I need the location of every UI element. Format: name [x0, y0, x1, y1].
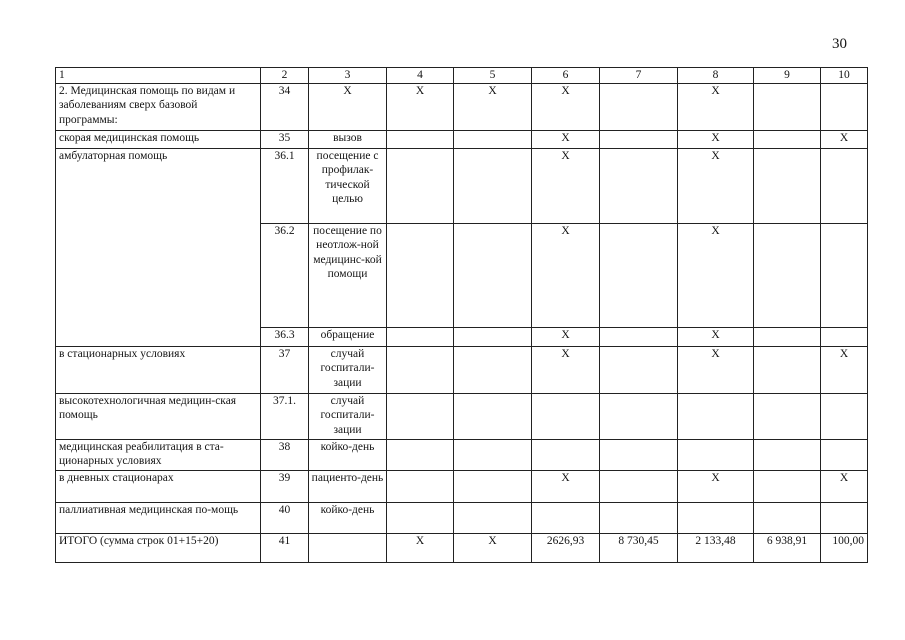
- row-name: 2. Медицинская помощь по видам и заболеваниям сверх базовой программы:: [56, 83, 261, 130]
- cell: [387, 502, 454, 533]
- cell: Х: [678, 130, 754, 148]
- row-name: в стационарных условиях: [56, 346, 261, 393]
- cell: [821, 439, 868, 470]
- row-code: 34: [261, 83, 309, 130]
- cell: [454, 130, 532, 148]
- cell: [754, 439, 821, 470]
- header-cell: 1: [56, 68, 261, 84]
- row-unit: койко-день: [309, 439, 387, 470]
- cell: [821, 83, 868, 130]
- cell: Х: [532, 223, 600, 327]
- cell: [754, 502, 821, 533]
- header-row: [56, 68, 868, 84]
- cell: Х: [454, 83, 532, 130]
- cell: [754, 327, 821, 346]
- header-cell: 10: [821, 68, 868, 84]
- cell: [387, 148, 454, 223]
- data-table: [55, 67, 868, 563]
- cell: [821, 327, 868, 346]
- cell: Х: [532, 148, 600, 223]
- row-name: высокотехнологичная медицин-ская помощь: [56, 393, 261, 439]
- cell: Х: [532, 470, 600, 502]
- row-unit: Х: [309, 83, 387, 130]
- table-row: [56, 533, 868, 562]
- header-cell: 4: [387, 68, 454, 84]
- cell: Х: [821, 346, 868, 393]
- table-row: [56, 83, 868, 130]
- cell: Х: [678, 148, 754, 223]
- cell: [754, 83, 821, 130]
- table-row: [56, 346, 868, 393]
- row-code: 36.1: [261, 148, 309, 223]
- cell: [454, 470, 532, 502]
- cell: [600, 223, 678, 327]
- cell: [600, 393, 678, 439]
- cell: [754, 393, 821, 439]
- cell: 6 938,91: [754, 533, 821, 562]
- cell: [454, 327, 532, 346]
- cell: [754, 470, 821, 502]
- cell: [600, 346, 678, 393]
- row-code: 35: [261, 130, 309, 148]
- row-unit: койко-день: [309, 502, 387, 533]
- row-unit: обращение: [309, 327, 387, 346]
- row-unit: случай госпитали-зации: [309, 346, 387, 393]
- cell: Х: [387, 83, 454, 130]
- cell: [754, 346, 821, 393]
- table-row: [56, 393, 868, 439]
- cell: [600, 502, 678, 533]
- cell: [387, 130, 454, 148]
- row-name: амбулаторная помощь: [56, 148, 261, 346]
- row-unit: [309, 533, 387, 562]
- row-code: 36.2: [261, 223, 309, 327]
- header-cell: 3: [309, 68, 387, 84]
- cell: 8 730,45: [600, 533, 678, 562]
- row-name: ИТОГО (сумма строк 01+15+20): [56, 533, 261, 562]
- cell: Х: [678, 470, 754, 502]
- cell: 2626,93: [532, 533, 600, 562]
- row-name: паллиативная медицинская по-мощь: [56, 502, 261, 533]
- row-code: 39: [261, 470, 309, 502]
- cell: [387, 346, 454, 393]
- cell: Х: [532, 327, 600, 346]
- cell: [754, 130, 821, 148]
- table-row: [56, 148, 868, 223]
- cell: [387, 470, 454, 502]
- cell: [454, 346, 532, 393]
- row-code: 37.1.: [261, 393, 309, 439]
- row-code: 36.3: [261, 327, 309, 346]
- row-code: 38: [261, 439, 309, 470]
- cell: [532, 502, 600, 533]
- page-number: 30: [832, 36, 847, 52]
- row-unit: вызов: [309, 130, 387, 148]
- cell: [821, 502, 868, 533]
- cell: [754, 223, 821, 327]
- cell: [678, 502, 754, 533]
- table-row: [56, 502, 868, 533]
- table-row: [56, 470, 868, 502]
- cell: [600, 83, 678, 130]
- cell: Х: [678, 83, 754, 130]
- cell: [600, 439, 678, 470]
- row-unit: пациенто-день: [309, 470, 387, 502]
- header-cell: 7: [600, 68, 678, 84]
- header-cell: 5: [454, 68, 532, 84]
- cell: [678, 393, 754, 439]
- cell: [454, 393, 532, 439]
- cell: 100,00: [821, 533, 868, 562]
- cell: Х: [678, 346, 754, 393]
- cell: Х: [821, 470, 868, 502]
- cell: [387, 327, 454, 346]
- cell: [754, 148, 821, 223]
- cell: [387, 439, 454, 470]
- cell: [600, 130, 678, 148]
- row-unit: случай госпитали-зации: [309, 393, 387, 439]
- row-name: в дневных стационарах: [56, 470, 261, 502]
- header-cell: 2: [261, 68, 309, 84]
- cell: [600, 470, 678, 502]
- cell: [454, 439, 532, 470]
- cell: Х: [821, 130, 868, 148]
- table-row: [56, 130, 868, 148]
- cell: 2 133,48: [678, 533, 754, 562]
- row-unit: посещение по неотлож-ной медицинс-кой помощи: [309, 223, 387, 327]
- cell: Х: [678, 223, 754, 327]
- cell: [387, 393, 454, 439]
- row-name: медицинская реабилитация в ста-ционарных условиях: [56, 439, 261, 470]
- cell: [821, 148, 868, 223]
- row-code: 41: [261, 533, 309, 562]
- table-row: [56, 439, 868, 470]
- cell: [678, 439, 754, 470]
- cell: [387, 223, 454, 327]
- cell: Х: [454, 533, 532, 562]
- cell: [821, 393, 868, 439]
- cell: [821, 223, 868, 327]
- cell: [600, 327, 678, 346]
- row-code: 40: [261, 502, 309, 533]
- cell: Х: [678, 327, 754, 346]
- cell: [532, 439, 600, 470]
- header-cell: 6: [532, 68, 600, 84]
- cell: [454, 148, 532, 223]
- cell: [454, 502, 532, 533]
- cell: [454, 223, 532, 327]
- row-unit: посещение с профилак-тической целью: [309, 148, 387, 223]
- cell: Х: [532, 83, 600, 130]
- row-name: скорая медицинская помощь: [56, 130, 261, 148]
- cell: [600, 148, 678, 223]
- row-code: 37: [261, 346, 309, 393]
- cell: Х: [532, 346, 600, 393]
- cell: Х: [532, 130, 600, 148]
- header-cell: 9: [754, 68, 821, 84]
- header-cell: 8: [678, 68, 754, 84]
- cell: [532, 393, 600, 439]
- cell: Х: [387, 533, 454, 562]
